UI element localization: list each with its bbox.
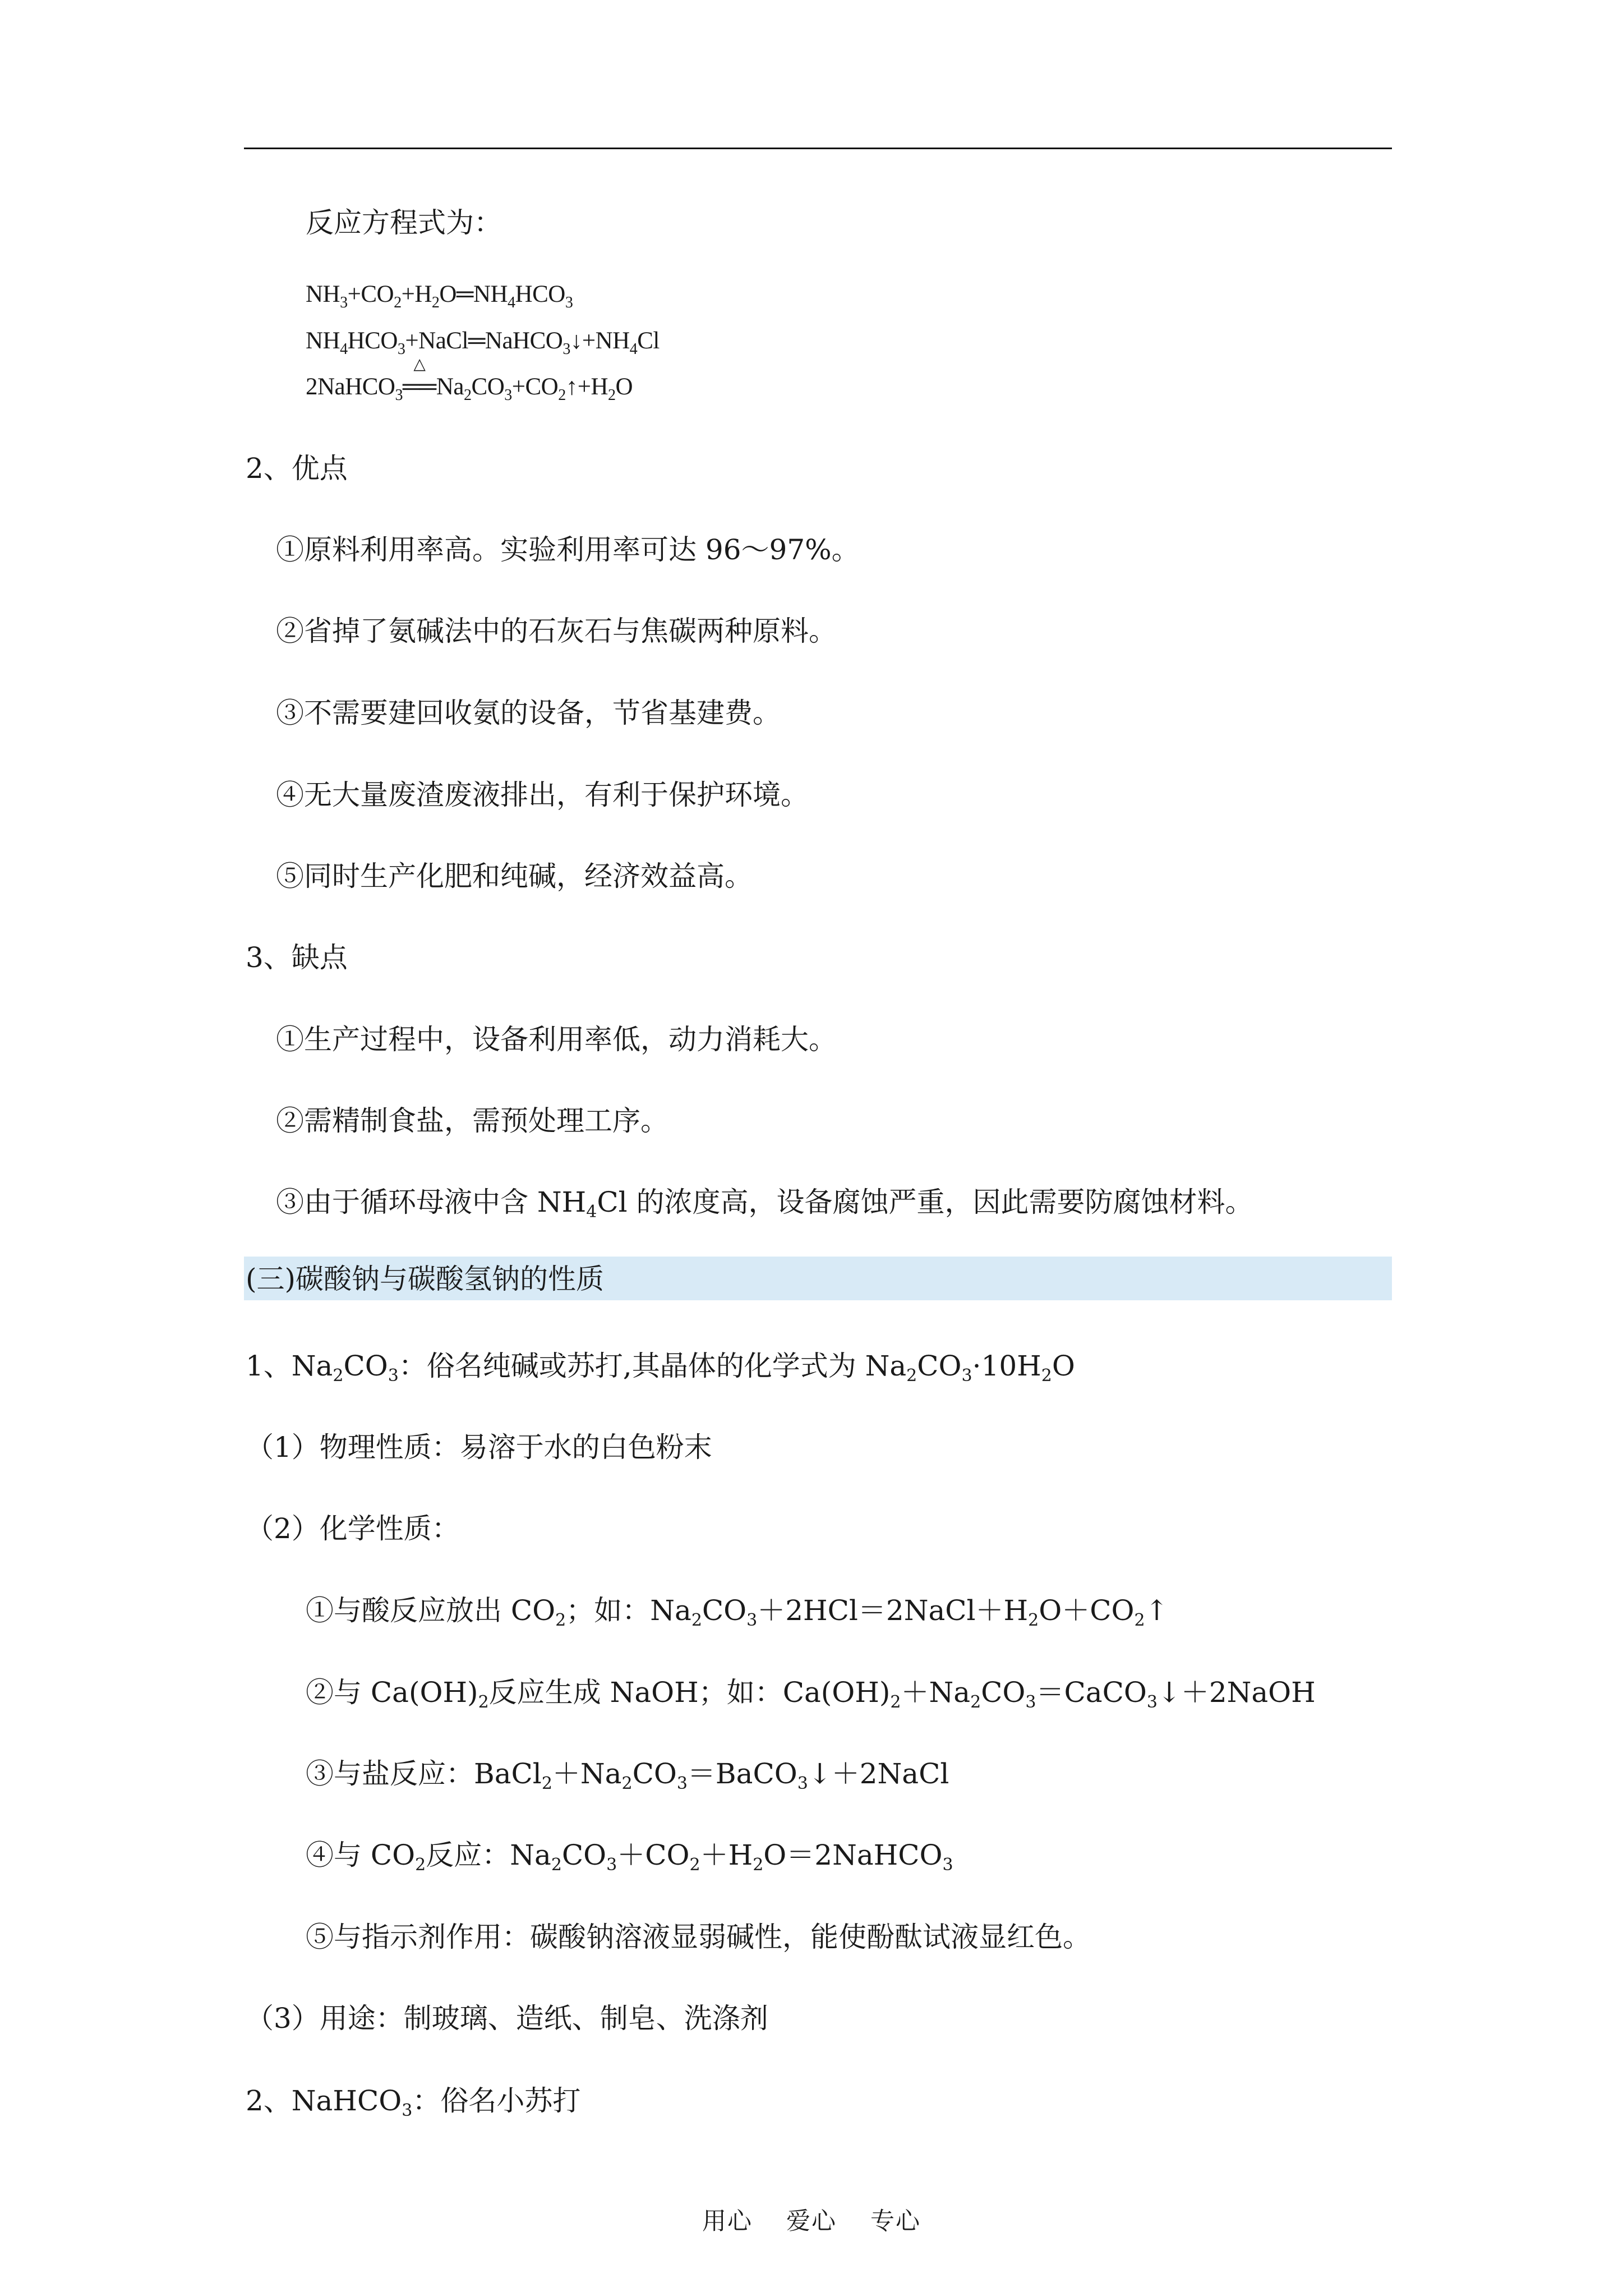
advantage-item-1: ①原料利用率高。实验利用率可达 96～97%。 bbox=[276, 533, 860, 566]
reaction-3: ③与盐反应：$BaCl_2+Na_2CO_3=BaCO_3↓+2NaCl$ bbox=[306, 1757, 949, 1793]
disadvantage-item-3: ③由于循环母液中含 $NH_4Cl$ 的浓度高，设备腐蚀严重，因此需要防腐蚀材料。 bbox=[276, 1186, 1253, 1222]
na2co3-uses: （3）用途：制玻璃、造纸、制皂、洗涤剂 bbox=[246, 2002, 768, 2035]
reaction-5: ⑤与指示剂作用：碳酸钠溶液显弱碱性，能使酚酞试液显红色。 bbox=[306, 1921, 1091, 1953]
reaction-4: ④与 $CO_2$反应：$Na_2CO_3+CO_2+H_2O=2NaHCO_3$ bbox=[306, 1839, 953, 1875]
advantage-item-5: ⑤同时生产化肥和纯碱，经济效益高。 bbox=[276, 860, 753, 892]
disadvantage-item-1: ①生产过程中，设备利用率低，动力消耗大。 bbox=[276, 1023, 837, 1056]
intro-text: 反应方程式为： bbox=[306, 206, 502, 239]
reaction-2: ②与 $Ca(OH)_2$反应生成 NaOH；如：$Ca(OH)_2+Na_2CO_3=CaCO_3↓+2NaOH$ bbox=[306, 1676, 1316, 1712]
advantage-item-4: ④无大量废渣废液排出，有利于保护环境。 bbox=[276, 779, 809, 811]
nahco3-title: 2、NaHCO$_3$：俗名小苏打 bbox=[246, 2085, 581, 2120]
header-rule bbox=[244, 148, 1392, 149]
na2co3-title: 1、$Na_2CO_3$：俗名纯碱或苏打,其晶体的化学式为 $Na_2CO_3\cdot 10H_2O$ bbox=[246, 1350, 1075, 1386]
equation-2: $NH_4HCO_3+NaCl═NaHCO_3↓+NH_4Cl$ bbox=[306, 328, 660, 358]
na2co3-physical: （1）物理性质：易溶于水的白色粉末 bbox=[246, 1431, 712, 1464]
disadvantages-title: 3、缺点 bbox=[246, 941, 348, 974]
advantage-item-2: ②省掉了氨碱法中的石灰石与焦碳两种原料。 bbox=[276, 615, 837, 647]
page-footer: 用心 爱心 专心 bbox=[702, 2207, 921, 2235]
disadvantage-item-2: ②需精制食盐，需预处理工序。 bbox=[276, 1105, 668, 1137]
advantages-title: 2、优点 bbox=[246, 452, 348, 485]
equation-1: $NH_3+CO_2+H_2O═NH_4HCO_3$ bbox=[306, 281, 573, 311]
section-heading: (三)碳酸钠与碳酸氢钠的性质 bbox=[246, 1263, 605, 1295]
equation-3: 2NaHCO$_3$ △ $══Na_2CO_3+CO_2↑+H_2O$ bbox=[306, 356, 633, 404]
na2co3-chemical: （2）化学性质： bbox=[246, 1512, 460, 1545]
advantage-item-3: ③不需要建回收氨的设备，节省基建费。 bbox=[276, 697, 781, 729]
reaction-1: ①与酸反应放出 $CO_2$；如：$Na_2CO_3+2HCl=2NaCl+H_2O+CO_2↑$ bbox=[306, 1594, 1169, 1630]
